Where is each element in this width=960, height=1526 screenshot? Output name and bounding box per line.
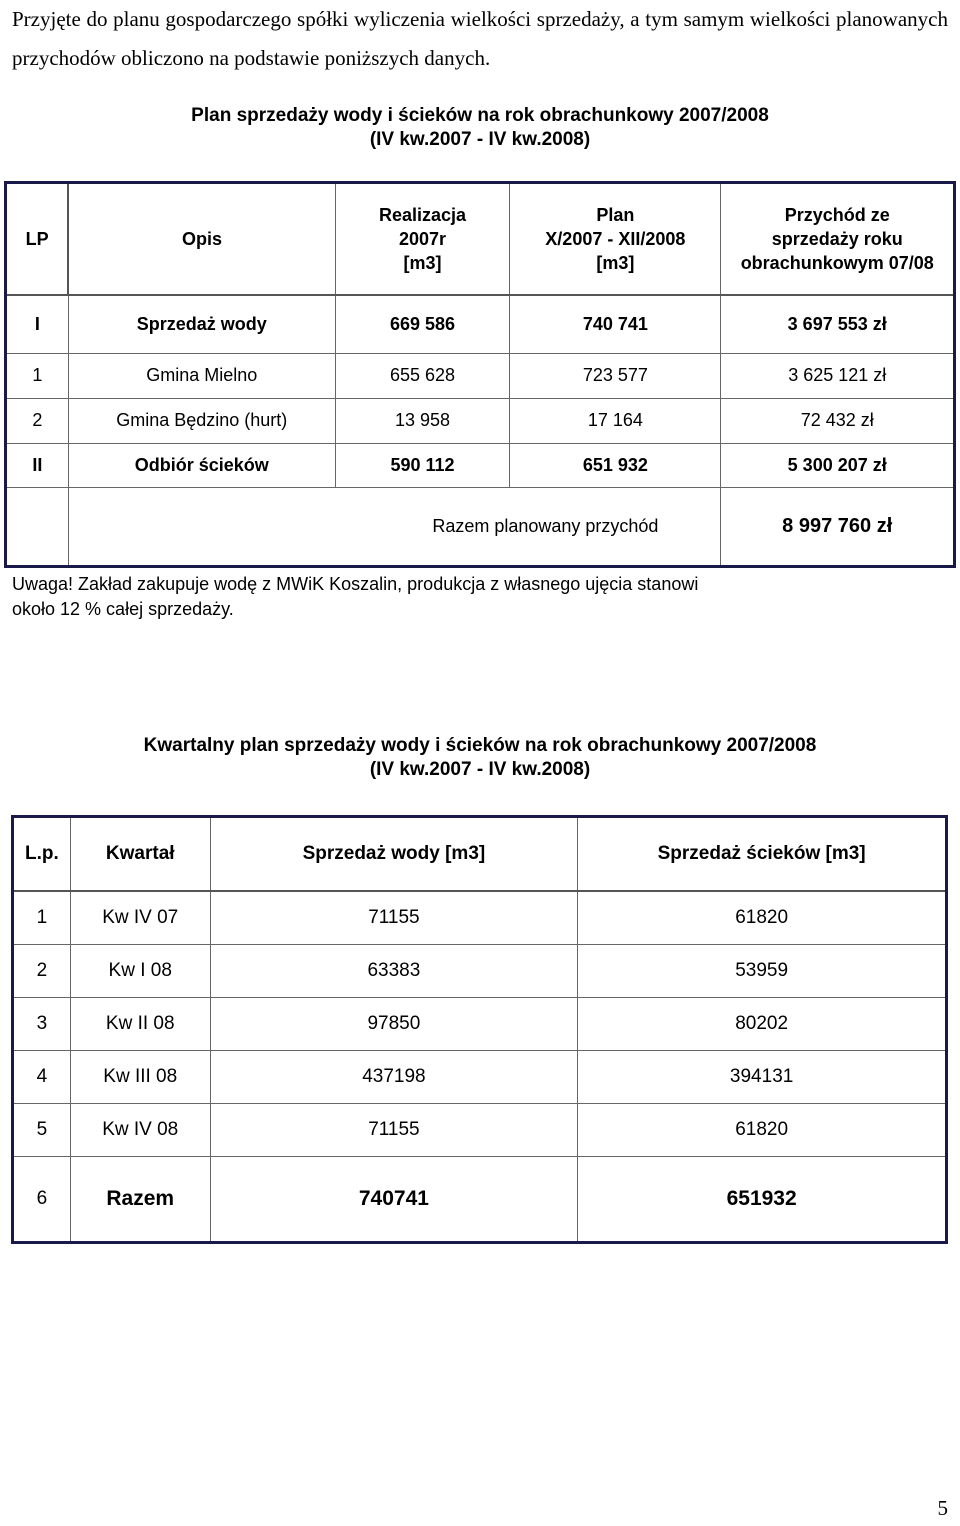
table2-header-row [13,817,947,892]
table1-title-line1: Plan sprzedaży wody i ścieków na rok obrachunkowy 2007/2008 [191,105,769,126]
row-przychod: 3 625 121 zł [721,353,955,398]
row-lp: 5 [13,1104,71,1157]
header-plan-line3: [m3] [596,253,635,273]
row-przychod: 3 697 553 zł [721,295,955,353]
row-woda: 437198 [210,1051,578,1104]
row-lp: 2 [6,398,69,443]
page-number: 5 [937,1496,948,1520]
row-lp: 3 [13,998,71,1051]
row-plan: 723 577 [510,353,721,398]
row-kwartal: Kw IV 08 [70,1104,210,1157]
row-kwartal: Kw I 08 [70,945,210,998]
header-przychod [721,183,955,296]
row-plan: 651 932 [510,443,721,487]
table2-total-row [13,1157,947,1243]
table-row [6,353,955,398]
total-scieki: 651932 [578,1157,947,1243]
row-scieki: 80202 [578,998,947,1051]
row-plan: 17 164 [510,398,721,443]
intro-paragraph: Przyjęte do planu gospodarczego spółki wyliczenia wielkości sprzedaży, a tym samym wielkości planowanych przychodów obliczono na podstawie poniższych danych. [12,7,948,70]
table-row [13,891,947,945]
header-lp: LP [6,183,69,296]
row-woda: 97850 [210,998,578,1051]
table1-title [0,104,960,152]
row-plan: 740 741 [510,295,721,353]
row-realizacja: 669 586 [335,295,510,353]
total-value: 8 997 760 zł [721,487,955,566]
table-row [13,1104,947,1157]
table-row [6,398,955,443]
header-przychod-line3: obrachunkowym 07/08 [740,253,934,273]
header-realizacja [335,183,510,296]
row-lp: I [6,295,69,353]
total-woda: 740741 [210,1157,578,1243]
header-woda: Sprzedaż wody [m3] [210,817,578,892]
row-lp: 4 [13,1051,71,1104]
row-przychod: 72 432 zł [721,398,955,443]
table1-header-row [6,183,955,296]
row-woda: 71155 [210,1104,578,1157]
header-realizacja-line1: Realizacja [378,205,467,225]
header-opis: Opis [68,183,335,296]
table2-title-line2: (IV kw.2007 - IV kw.2008) [369,759,591,780]
row-scieki: 394131 [578,1051,947,1104]
header-realizacja-line2: 2007r [398,229,447,249]
header-plan [510,183,721,296]
total-empty-cell [6,487,69,566]
row-opis: Gmina Mielno [68,353,335,398]
table-row [6,443,955,487]
header-plan-line2: X/2007 - XII/2008 [545,229,686,249]
row-opis: Gmina Będzino (hurt) [68,398,335,443]
table1-total-row [6,487,955,566]
row-kwartal: Kw II 08 [70,998,210,1051]
table-row [13,1051,947,1104]
row-lp: 1 [13,891,71,945]
table-row [13,945,947,998]
row-opis: Sprzedaż wody [68,295,335,353]
row-przychod: 5 300 207 zł [721,443,955,487]
header-przychod-line2: sprzedaży roku [771,229,903,249]
row-scieki: 61820 [578,1104,947,1157]
row-lp: 2 [13,945,71,998]
total-lp: 6 [13,1157,71,1243]
table-row [13,998,947,1051]
row-kwartal: Kw IV 07 [70,891,210,945]
total-kwartal: Razem [70,1157,210,1243]
table1-title-line2: (IV kw.2007 - IV kw.2008) [369,129,591,150]
row-opis: Odbiór ścieków [68,443,335,487]
quarterly-plan-table [11,815,948,1244]
header-lp: L.p. [13,817,71,892]
sales-plan-table [4,181,956,568]
table-row [6,295,955,353]
row-kwartal: Kw III 08 [70,1051,210,1104]
header-przychod-line1: Przychód ze [784,205,890,225]
row-woda: 63383 [210,945,578,998]
table2-title-line1: Kwartalny plan sprzedaży wody i ścieków na rok obrachunkowy 2007/2008 [143,735,817,756]
row-lp: 1 [6,353,69,398]
note-text: Uwaga! Zakład zakupuje wodę z MWiK Koszalin, produkcja z własnego ujęcia stanowi około 12 % całej sprzedaży. [12,574,699,619]
row-realizacja: 590 112 [335,443,510,487]
row-woda: 71155 [210,891,578,945]
row-lp: II [6,443,69,487]
row-realizacja: 655 628 [335,353,510,398]
row-realizacja: 13 958 [335,398,510,443]
header-scieki: Sprzedaż ścieków [m3] [578,817,947,892]
total-label: Razem planowany przychód [68,487,721,566]
row-scieki: 53959 [578,945,947,998]
header-kwartal: Kwartał [70,817,210,892]
row-scieki: 61820 [578,891,947,945]
header-plan-line1: Plan [596,205,635,225]
table2-title [0,734,960,782]
header-realizacja-line3: [m3] [403,253,442,273]
